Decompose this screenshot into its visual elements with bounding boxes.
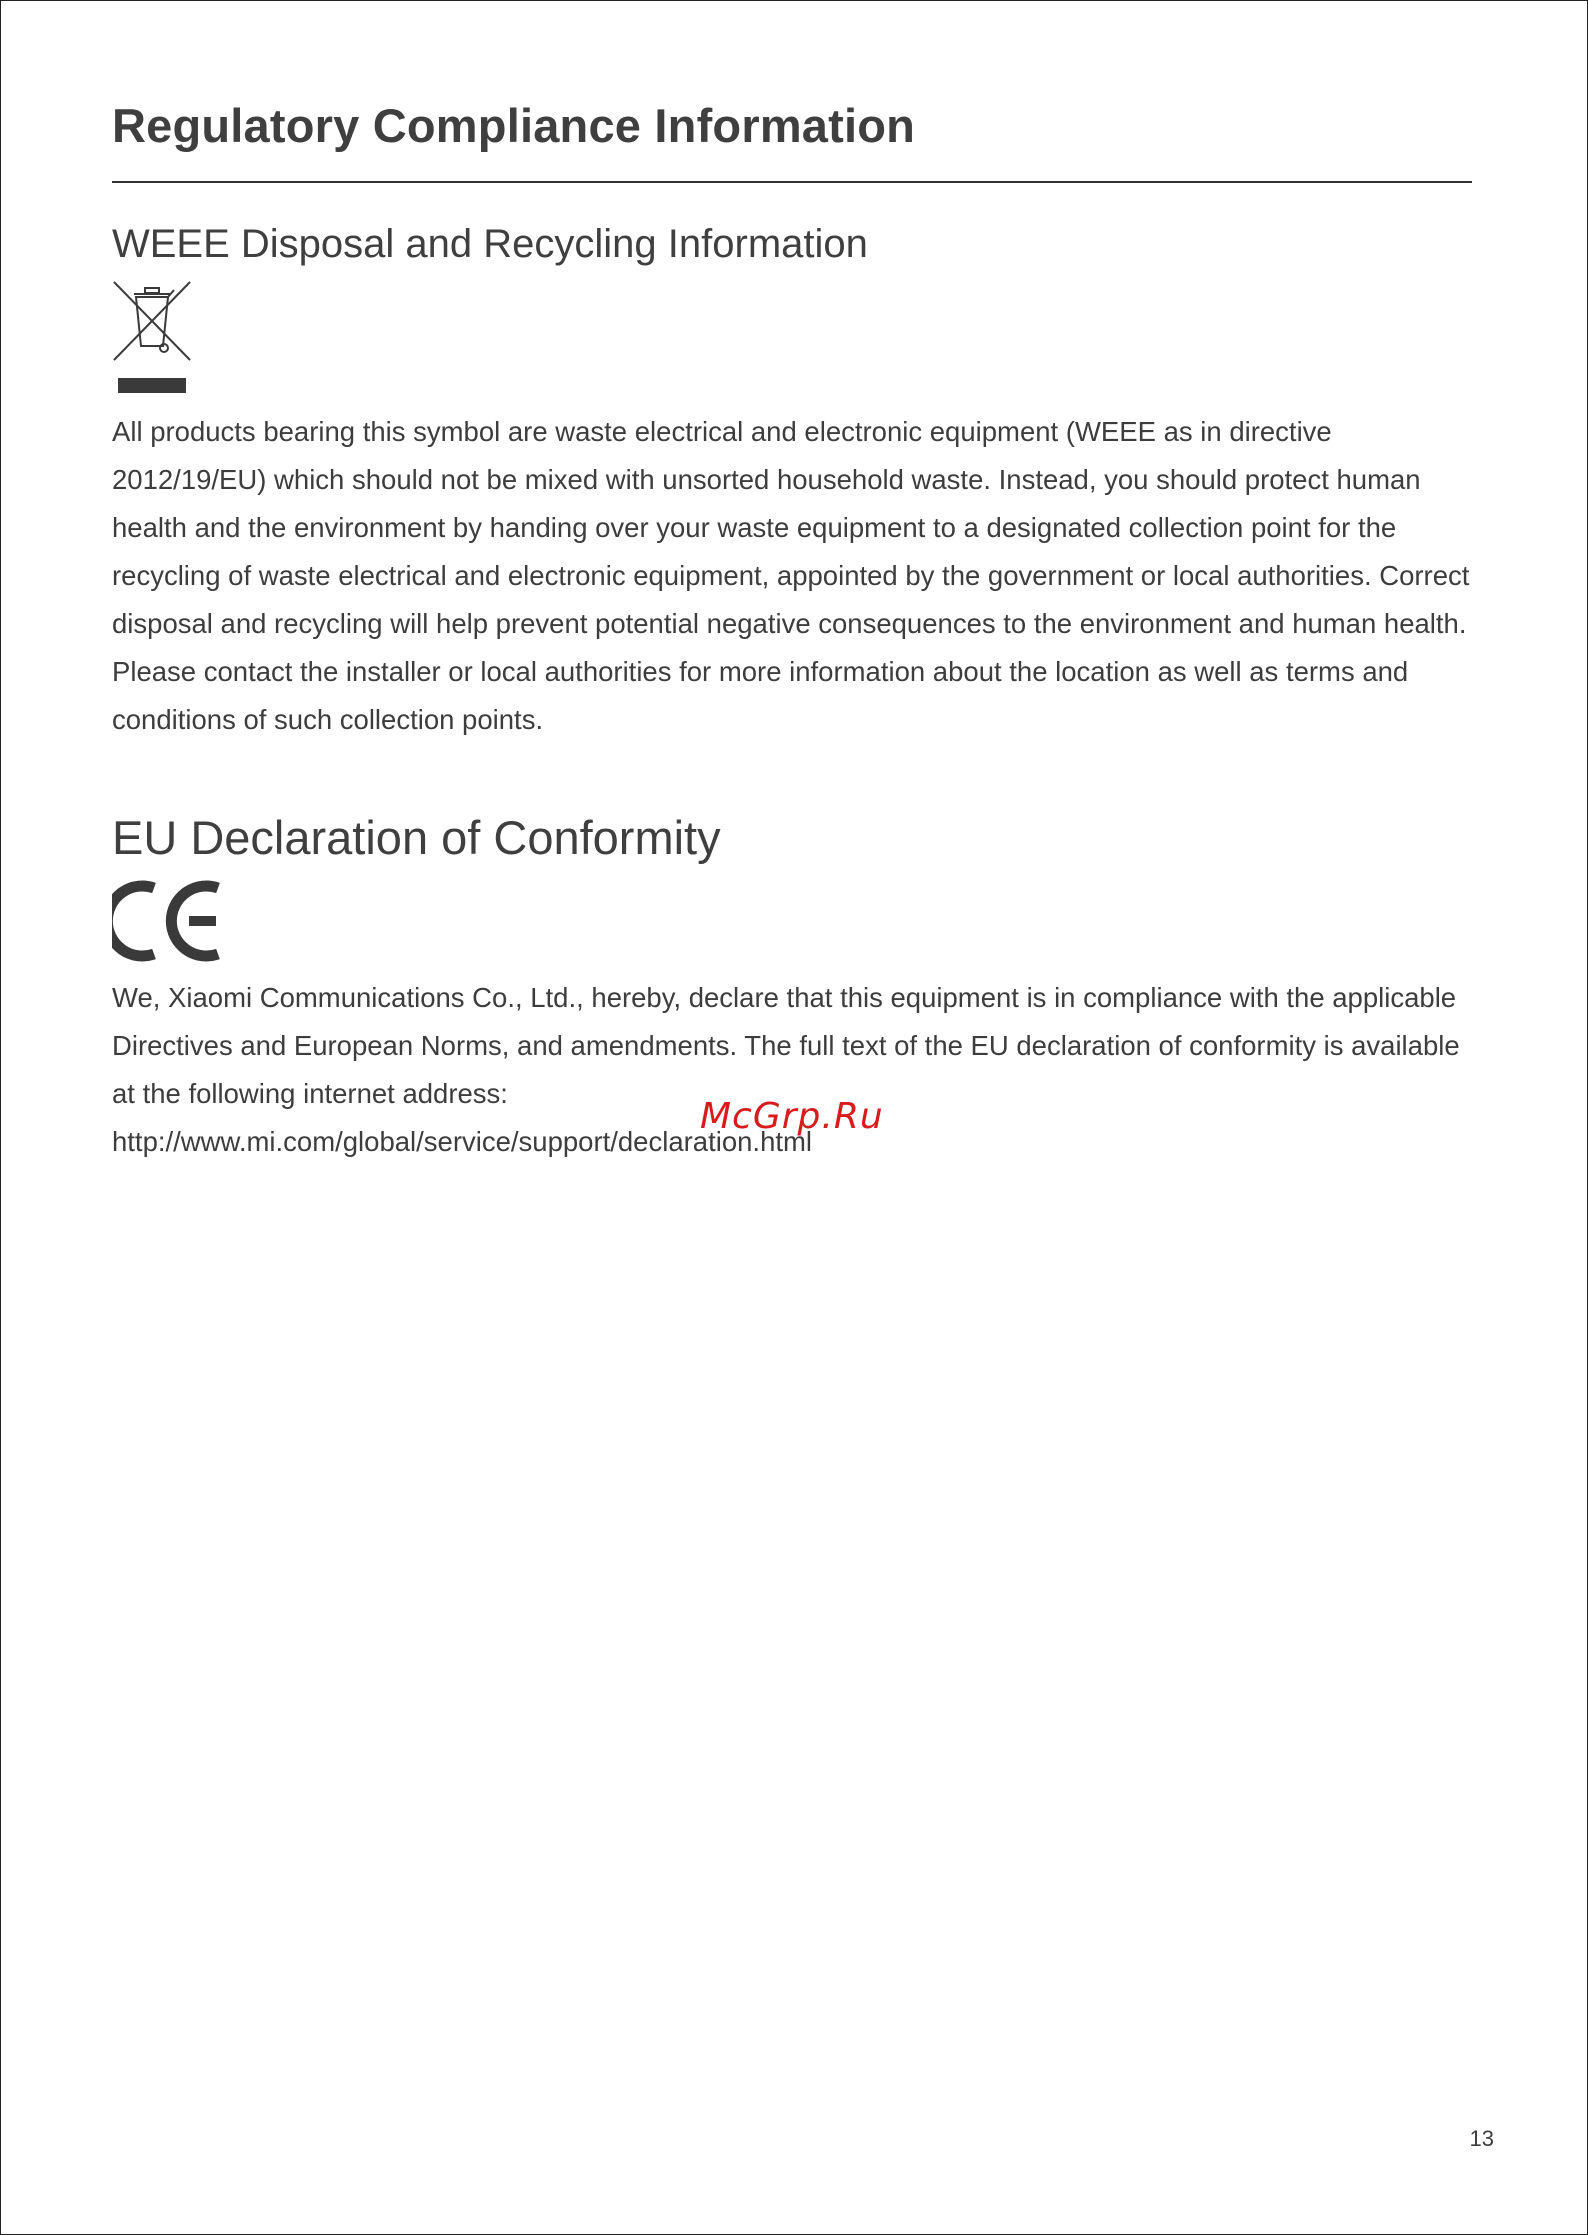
eu-declaration-block [112,974,1472,1166]
weee-heading: WEEE Disposal and Recycling Information [112,222,868,266]
ce-mark-icon [112,880,224,962]
title-divider [112,181,1472,183]
declaration-url-link[interactable]: http://www.mi.com/global/service/support/declaration.html [112,1126,813,1157]
page-number: 13 [1469,2126,1494,2151]
eu-declaration-paragraph: We, Xiaomi Communications Co., Ltd., hereby, declare that this equipment is in compliance with the applicable Directives and European Norms, and amendments. The full text of the EU declaration of conformity is available at the following internet address: [112,982,1460,1109]
watermark: McGrp.Ru [700,1096,884,1137]
eu-declaration-heading: EU Declaration of Conformity [112,811,721,864]
crossed-out-wheelie-bin-icon [112,280,192,395]
page-title: Regulatory Compliance Information [112,99,916,152]
weee-paragraph: All products bearing this symbol are waste electrical and electronic equipment (WEEE as in directive 2012/19/EU) which should not be mixed with unsorted household waste. Instead, you should protect human health and the environment by handing over your waste equipment to a designated collection point for the recycling of waste electrical and electronic equipment, appointed by the government or local authorities. Correct disposal and recycling will help prevent potential negative consequences to the environment and human health. Please contact the installer or local authorities for more information about the location as well as terms and conditions of such collection points. [112,416,1470,735]
